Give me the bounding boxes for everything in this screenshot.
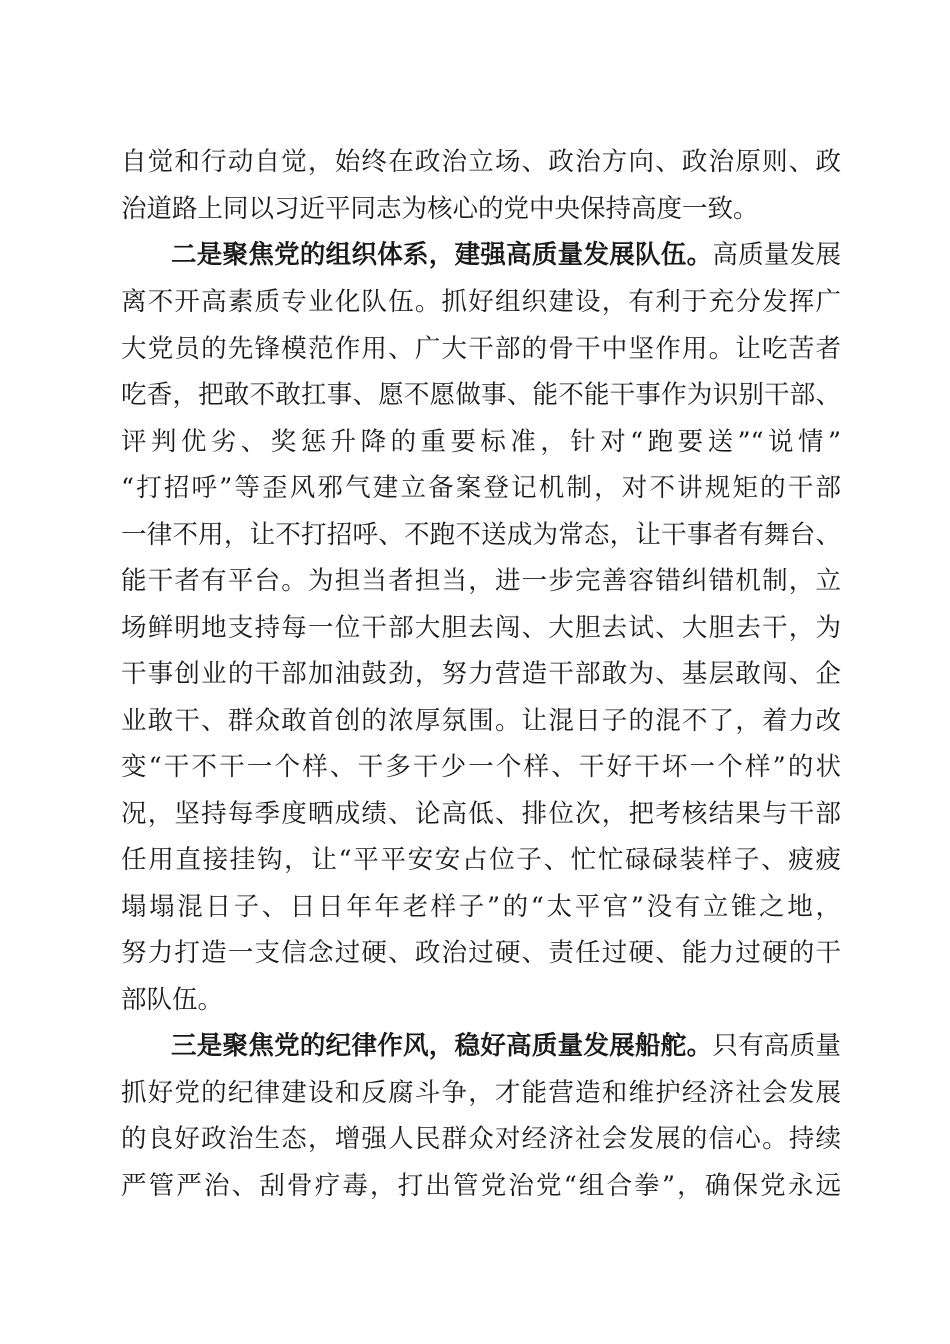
text-line: 抓好党的纪律建设和反腐斗争，才能营造和维护经济社会发展 xyxy=(121,1078,841,1108)
paragraph-heading-rest: 只有高质量 xyxy=(712,1031,841,1061)
paragraph-heading: 二是聚焦党的组织体系，建强高质量发展队伍。 xyxy=(171,240,713,270)
text-line: 评判优劣、奖惩升降的重要标准，针对“跑要送”“说情” xyxy=(121,427,841,457)
text-line: 变“干不干一个样、干多干少一个样、干好干坏一个样”的状 xyxy=(121,752,841,782)
text-line: 严管严治、刮骨疗毒，打出管党治党“组合拳”，确保党永远 xyxy=(121,1171,841,1201)
text-line: 一律不用，让不打招呼、不跑不送成为常态，让干事者有舞台、 xyxy=(121,520,841,550)
text-line: 部队伍。 xyxy=(121,985,224,1015)
text-line: 况，坚持每季度晒成绩、论高低、排位次，把考核结果与干部 xyxy=(121,799,841,829)
text-line: 离不开高素质专业化队伍。抓好组织建设，有利于充分发挥广 xyxy=(121,287,841,317)
text-line: 的良好政治生态，增强人民群众对经济社会发展的信心。持续 xyxy=(121,1124,841,1154)
text-line: “打招呼”等歪风邪气建立备案登记机制，对不讲规矩的干部 xyxy=(121,473,841,503)
text-line: 能干者有平台。为担当者担当，进一步完善容错纠错机制，立 xyxy=(121,566,841,596)
text-line: 治道路上同以习近平同志为核心的党中央保持高度一致。 xyxy=(121,194,759,224)
paragraph-first-line xyxy=(171,235,841,275)
text-line: 吃香，把敢不敢扛事、愿不愿做事、能不能干事作为识别干部、 xyxy=(121,380,841,410)
text-line: 干事创业的干部加油鼓劲，努力营造干部敢为、基层敢闯、企 xyxy=(121,659,841,689)
text-line: 自觉和行动自觉，始终在政治立场、政治方向、政治原则、政 xyxy=(121,147,841,177)
text-line: 努力打造一支信念过硬、政治过硬、责任过硬、能力过硬的干 xyxy=(121,938,841,968)
text-line: 业敢干、群众敢首创的浓厚氛围。让混日子的混不了，着力改 xyxy=(121,706,841,736)
paragraph-heading: 三是聚焦党的纪律作风，稳好高质量发展船舵。 xyxy=(171,1031,713,1061)
paragraph-first-line xyxy=(171,1026,841,1066)
text-line: 任用直接挂钩，让“平平安安占位子、忙忙碌碌装样子、疲疲 xyxy=(121,845,841,875)
text-line: 塌塌混日子、日日年年老样子”的“太平官”没有立锥之地， xyxy=(121,892,841,922)
text-line: 场鲜明地支持每一位干部大胆去闯、大胆去试、大胆去干，为 xyxy=(121,613,841,643)
text-line: 大党员的先锋模范作用、广大干部的骨干中坚作用。让吃苦者 xyxy=(121,334,841,364)
paragraph-heading-rest: 高质量发展 xyxy=(712,240,841,270)
